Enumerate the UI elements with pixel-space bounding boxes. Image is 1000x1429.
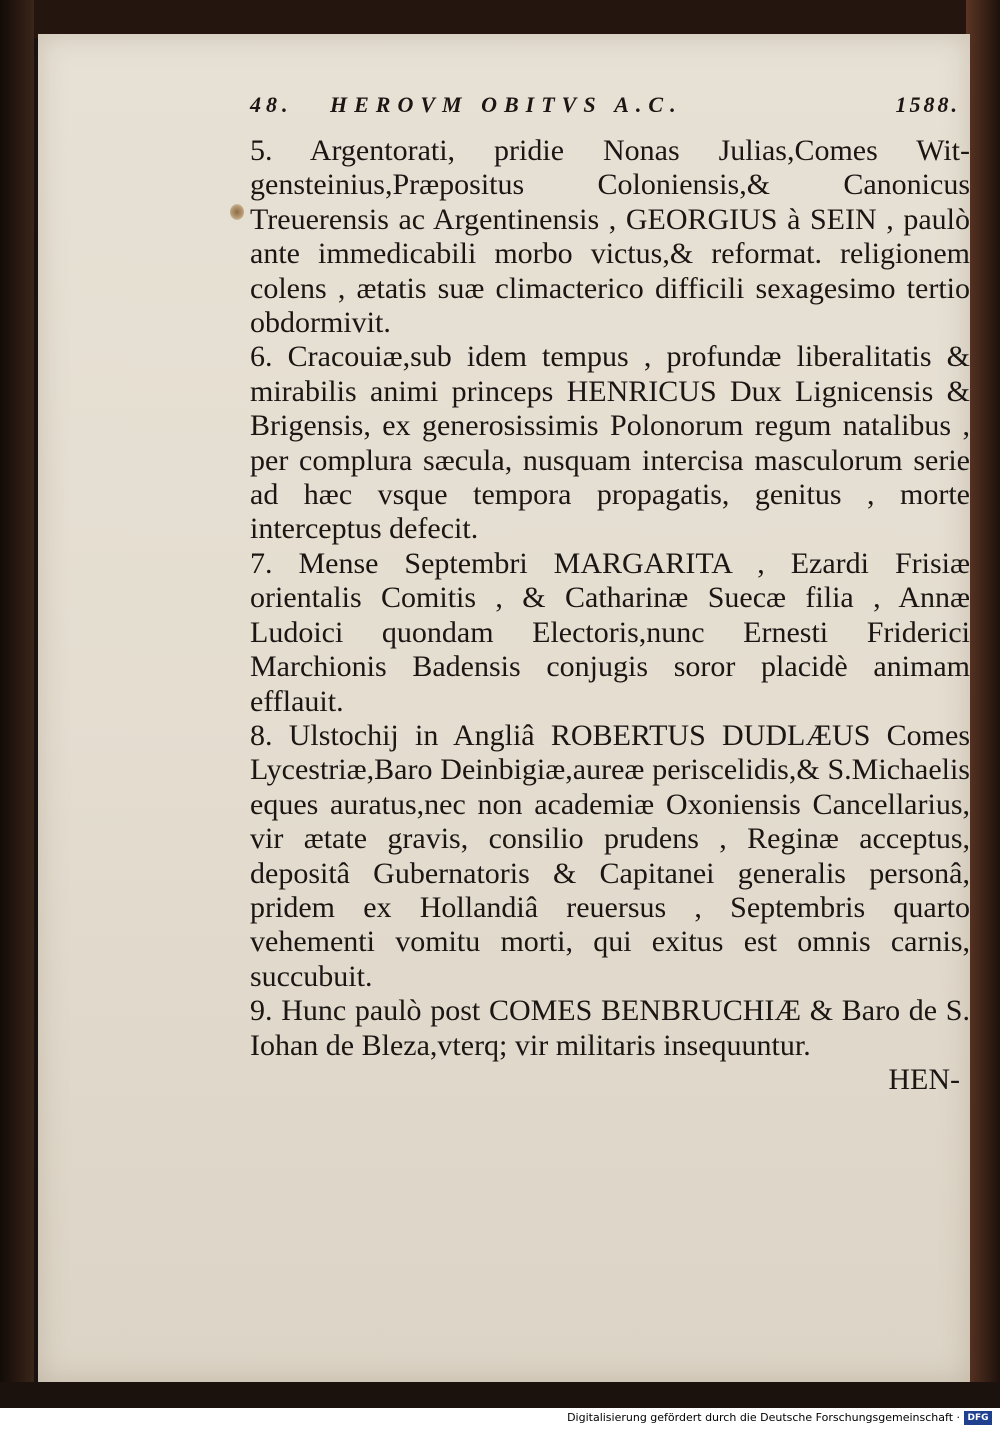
ink-stain: [230, 204, 244, 220]
entry-7: 7. Mense Septembri MARGARITA , Ezardi Frisiæ orientalis Comitis , & Catharinæ Suecæ filia , Annæ Ludoici quondam Electoris,nunc Ernesti Friderici Marchionis Badensis conjugis soror placidè animam efflauit.: [250, 546, 970, 718]
book-cover-right: [966, 0, 1000, 1408]
page-number: 48.: [250, 92, 293, 117]
book-cover-bottom: [0, 1382, 1000, 1408]
digitization-footer: [0, 1408, 1000, 1429]
dfg-logo: DFG: [964, 1411, 992, 1425]
footer-credit: Digitalisierung gefördert durch die Deutsche Forschungsgemeinschaft ·: [567, 1411, 960, 1424]
entry-5: 5. Argentorati, pridie Nonas Julias,Comes Wit-gensteinius,Præpositus Coloniensis,& Canonicus Treuerensis ac Argentinensis , GEORGIUS à SEIN , paulò ante immedicabili morbo victus,& reformat. religionem colens , ætatis suæ climacterico difficili sexagesimo tertio obdormivit.: [250, 134, 970, 340]
entry-9: 9. Hunc paulò post COMES BENBRUCHIÆ & Baro de S. Iohan de Bleza,vterq; vir militaris insequuntur.: [250, 994, 970, 1062]
catchword: HEN-: [888, 1062, 960, 1096]
entry-6: 6. Cracouiæ,sub idem tempus , profundæ liberalitatis & mirabilis animi princeps HENRICUS Dux Lignicensis & Brigensis, ex generosissimis Polonorum regum natalibus , per complura sæcula, nusquam intercisa masculorum serie ad hæc vsque tempora propagatis, genitus , morte interceptus defecit.: [250, 340, 970, 546]
running-year: 1588.: [895, 92, 960, 117]
entry-8: 8. Ulstochij in Angliâ ROBERTUS DUDLÆUS Comes Lycestriæ,Baro Deinbigiæ,aureæ periscelidis,& S.Michaelis eques auratus,nec non academiæ Oxoniensis Cancellarius, vir ætate gravis, consilio prudens , Reginæ acceptus, depositâ Gubernatoris & Capitanei generalis personâ, pridem ex Hollandiâ reuersus , Septembris quarto vehementi vomitu morti, qui exitus est omnis carnis, succubuit.: [250, 718, 970, 993]
body-text: [250, 134, 970, 1063]
page-body: [250, 92, 970, 1097]
running-title: HEROVM OBITVS A.C.: [330, 92, 683, 117]
running-header: [250, 92, 970, 126]
book-cover-top: [0, 0, 1000, 38]
book-cover-left: [0, 0, 34, 1408]
